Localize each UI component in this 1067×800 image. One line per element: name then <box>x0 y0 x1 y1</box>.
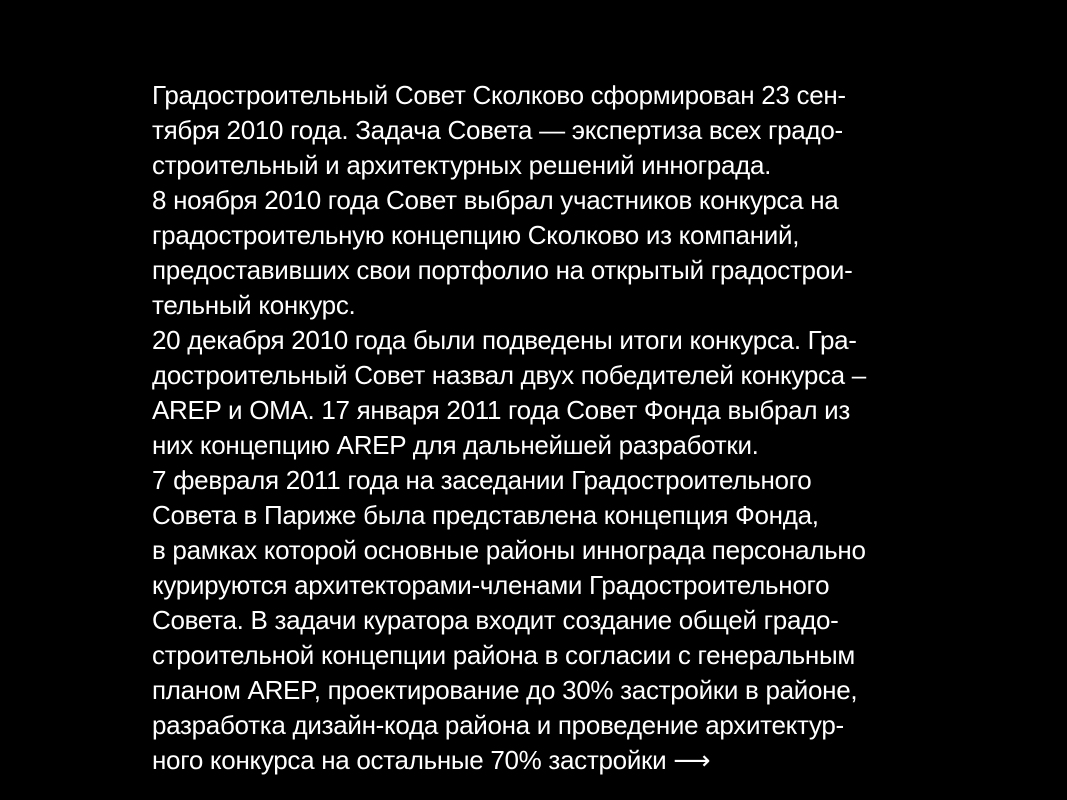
text-line: тельный конкурс. <box>152 290 356 320</box>
article-text <box>152 78 982 778</box>
text-line: курируются архитекторами-членами Градостроительного <box>152 570 830 600</box>
text-line: Совета. В задачи куратора входит создание общей градо- <box>152 605 839 635</box>
text-line: 7 февраля 2011 года на заседании Градостроительного <box>152 465 812 495</box>
text-line: 20 декабря 2010 года были подведены итоги конкурса. Гра- <box>152 325 857 355</box>
text-line: Совета в Париже была представлена концепция Фонда, <box>152 500 819 530</box>
text-line: строительный и архитектурных решений иннограда. <box>152 150 772 180</box>
text-line: 8 ноября 2010 года Совет выбрал участников конкурса на <box>152 185 839 215</box>
text-line: AREP и ОМА. 17 января 2011 года Совет Фонда выбрал из <box>152 395 850 425</box>
text-line: строительной концепции района в согласии с генеральным <box>152 640 855 670</box>
text-line-last: ного конкурса на остальные 70% застройки ⟶ <box>152 745 711 775</box>
text-line: разработка дизайн-кода района и проведение архитектур- <box>152 710 844 740</box>
text-line: в рамках которой основные районы иннограда персонально <box>152 535 866 565</box>
text-line: предоставивших свои портфолио на открытый градострои- <box>152 255 853 285</box>
text-line: планом AREP, проектирование до 30% застройки в районе, <box>152 675 858 705</box>
text-line: них концепцию AREP для дальнейшей разработки. <box>152 430 759 460</box>
text-line: градостроительную концепцию Сколково из компаний, <box>152 220 800 250</box>
text-line: достроительный Совет назвал двух победителей конкурса – <box>152 360 866 390</box>
text-line: тября 2010 года. Задача Совета — экспертиза всех градо- <box>152 115 843 145</box>
text-line: Градостроительный Совет Сколково сформирован 23 сен- <box>152 80 846 110</box>
